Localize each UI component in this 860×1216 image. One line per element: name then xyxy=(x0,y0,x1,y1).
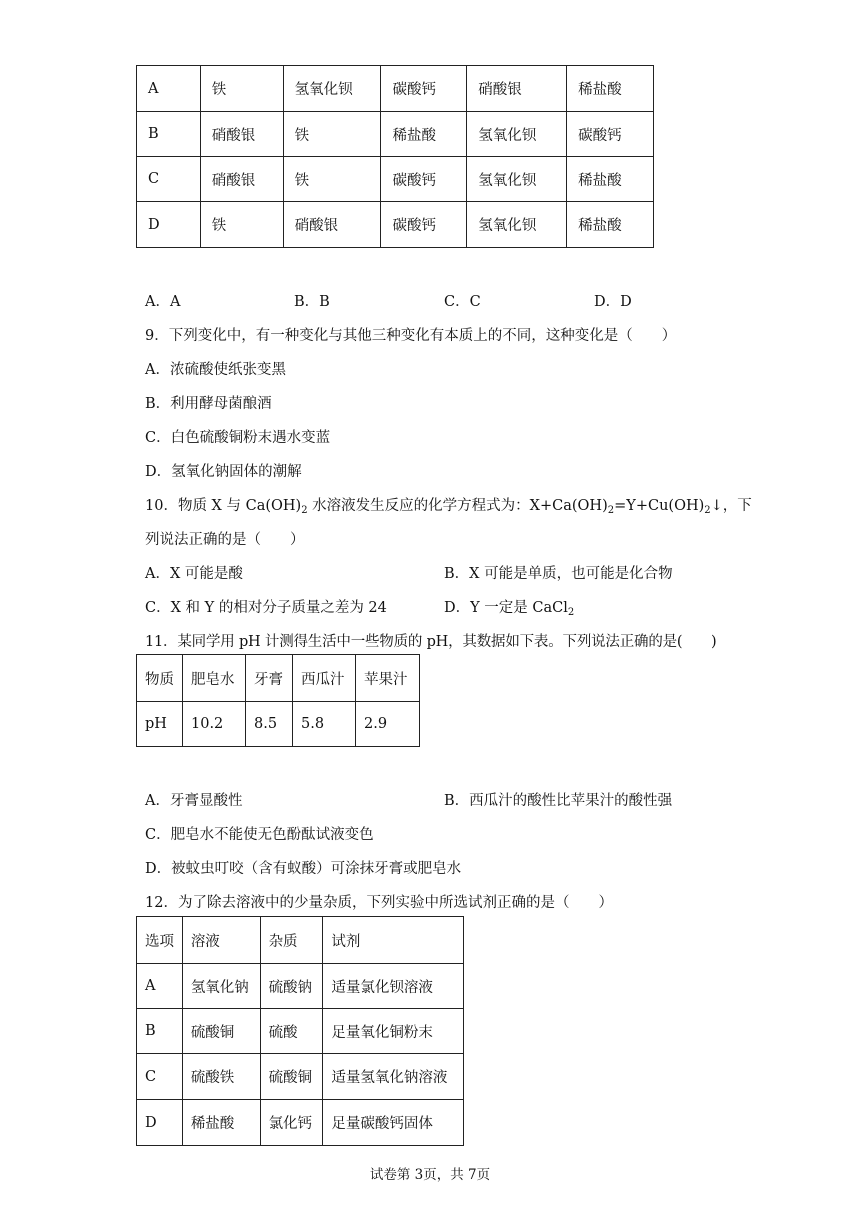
table-cell: 稀盐酸 xyxy=(567,157,654,202)
subscript: 2 xyxy=(567,607,575,618)
table-cell: 硫酸铜 xyxy=(182,1009,260,1054)
q10-stem-line1 xyxy=(145,494,752,515)
q9-option-d: D．氢氧化钠固体的潮解 xyxy=(145,464,302,480)
table-cell: 硫酸钠 xyxy=(260,964,323,1009)
table-cell: 硝酸银 xyxy=(200,112,283,157)
table-cell: 硝酸银 xyxy=(200,157,283,202)
q10-option-d xyxy=(444,596,574,617)
table-cell: 碳酸钙 xyxy=(381,202,467,248)
q10-stem-text: =Y+Cu(OH) xyxy=(614,498,705,514)
table-row xyxy=(137,112,654,157)
table-row xyxy=(137,964,464,1009)
table-cell: 适量氢氧化钠溶液 xyxy=(323,1054,464,1100)
q10-stem-text: 10．物质 X 与 Ca(OH) xyxy=(145,498,302,514)
table-cell: 足量氧化铜粉末 xyxy=(323,1009,464,1054)
subscript: 2 xyxy=(301,505,308,516)
page-footer: 试卷第 3页，共 7页 xyxy=(369,1167,491,1183)
table-row xyxy=(137,66,654,112)
table-cell: 氢氧化钠 xyxy=(182,964,260,1009)
table-cell: D xyxy=(137,202,201,248)
q8-option-d: D．D xyxy=(594,294,632,310)
table-cell: 铁 xyxy=(200,202,283,248)
table-cell: 氢氧化钡 xyxy=(467,202,567,248)
table-header-cell: 杂质 xyxy=(260,917,323,964)
table-header-cell: 溶液 xyxy=(182,917,260,964)
subscript: 2 xyxy=(704,505,711,516)
q9-stem: 9．下列变化中，有一种变化与其他三种变化有本质上的不同，这种变化是（ ） xyxy=(145,328,677,344)
table-cell: 足量碳酸钙固体 xyxy=(323,1100,464,1146)
table-cell: 碳酸钙 xyxy=(381,66,467,112)
table-cell: 2.9 xyxy=(356,702,420,747)
table-cell: B xyxy=(137,1009,183,1054)
table-row xyxy=(137,157,654,202)
table-header-row xyxy=(137,917,464,964)
table-cell: 硝酸银 xyxy=(467,66,567,112)
table-header-cell: 试剂 xyxy=(323,917,464,964)
q10-option-c: C．X 和 Y 的相对分子质量之差为 24 xyxy=(145,600,387,616)
table-cell: 氢氧化钡 xyxy=(467,157,567,202)
table-cell: 物质 xyxy=(137,655,183,702)
table-row xyxy=(137,655,420,702)
table-row xyxy=(137,202,654,248)
q9-option-a: A．浓硫酸使纸张变黑 xyxy=(145,362,286,378)
subscript: 2 xyxy=(607,505,615,516)
table-cell: B xyxy=(137,112,201,157)
table-cell: 硝酸银 xyxy=(283,202,381,248)
table-cell: 8.5 xyxy=(246,702,293,747)
table-cell: 碳酸钙 xyxy=(381,157,467,202)
table-cell: C xyxy=(137,157,201,202)
q9-option-c: C．白色硫酸铜粉末遇水变蓝 xyxy=(145,430,331,446)
table-cell: 牙膏 xyxy=(246,655,293,702)
table-cell: 碳酸钙 xyxy=(567,112,654,157)
table-cell: 稀盐酸 xyxy=(381,112,467,157)
table-cell: 氢氧化钡 xyxy=(283,66,381,112)
table-cell: 稀盐酸 xyxy=(182,1100,260,1146)
table-cell: 氯化钙 xyxy=(260,1100,323,1146)
q12-stem: 12．为了除去溶液中的少量杂质，下列实验中所选试剂正确的是（ ） xyxy=(145,895,613,911)
table-cell: A xyxy=(137,66,201,112)
q10-option-b: B．X 可能是单质，也可能是化合物 xyxy=(444,566,673,582)
q11-option-c: C．肥皂水不能使无色酚酞试液变色 xyxy=(145,827,374,843)
table-cell: D xyxy=(137,1100,183,1146)
table-cell: 西瓜汁 xyxy=(293,655,356,702)
table-cell: 铁 xyxy=(200,66,283,112)
table-cell: 10.2 xyxy=(183,702,246,747)
q11-option-d: D．被蚊虫叮咬（含有蚁酸）可涂抹牙膏或肥皂水 xyxy=(145,861,462,877)
table-row xyxy=(137,1009,464,1054)
table-cell: 氢氧化钡 xyxy=(467,112,567,157)
table-cell: A xyxy=(137,964,183,1009)
q8-table xyxy=(136,65,654,248)
table-cell: 稀盐酸 xyxy=(567,66,654,112)
q11-stem: 11．某同学用 pH 计测得生活中一些物质的 pH，其数据如下表。下列说法正确的是( ) xyxy=(145,634,717,650)
table-cell: 5.8 xyxy=(293,702,356,747)
q10-stem-text: ↓，下 xyxy=(710,498,752,514)
table-row xyxy=(137,1100,464,1146)
table-row xyxy=(137,702,420,747)
table-cell: 铁 xyxy=(283,157,381,202)
table-cell: 硫酸铁 xyxy=(182,1054,260,1100)
table-cell: 稀盐酸 xyxy=(567,202,654,248)
q10-stem-text: 水溶液发生反应的化学方程式为：X+Ca(OH) xyxy=(307,498,608,514)
q11-ph-table xyxy=(136,654,420,747)
q8-option-b: B．B xyxy=(294,294,330,310)
table-cell: 硫酸铜 xyxy=(260,1054,323,1100)
q10-option-d-text: D．Y 一定是 CaCl xyxy=(444,600,568,616)
q12-table xyxy=(136,916,464,1146)
q11-option-a: A．牙膏显酸性 xyxy=(145,793,243,809)
table-cell: 苹果汁 xyxy=(356,655,420,702)
table-cell: C xyxy=(137,1054,183,1100)
table-cell: 适量氯化钡溶液 xyxy=(323,964,464,1009)
table-header-cell: 选项 xyxy=(137,917,183,964)
q8-option-c: C．C xyxy=(444,294,481,310)
q9-option-b: B．利用酵母菌酿酒 xyxy=(145,396,272,412)
q8-option-a: A．A xyxy=(145,294,181,310)
q10-stem-line2: 列说法正确的是（ ） xyxy=(145,532,305,548)
q10-option-a: A．X 可能是酸 xyxy=(145,566,243,582)
table-row xyxy=(137,1054,464,1100)
table-cell: 肥皂水 xyxy=(183,655,246,702)
q11-option-b: B．西瓜汁的酸性比苹果汁的酸性强 xyxy=(444,793,673,809)
table-cell: 硫酸 xyxy=(260,1009,323,1054)
table-cell: 铁 xyxy=(283,112,381,157)
table-cell: pH xyxy=(137,702,183,747)
